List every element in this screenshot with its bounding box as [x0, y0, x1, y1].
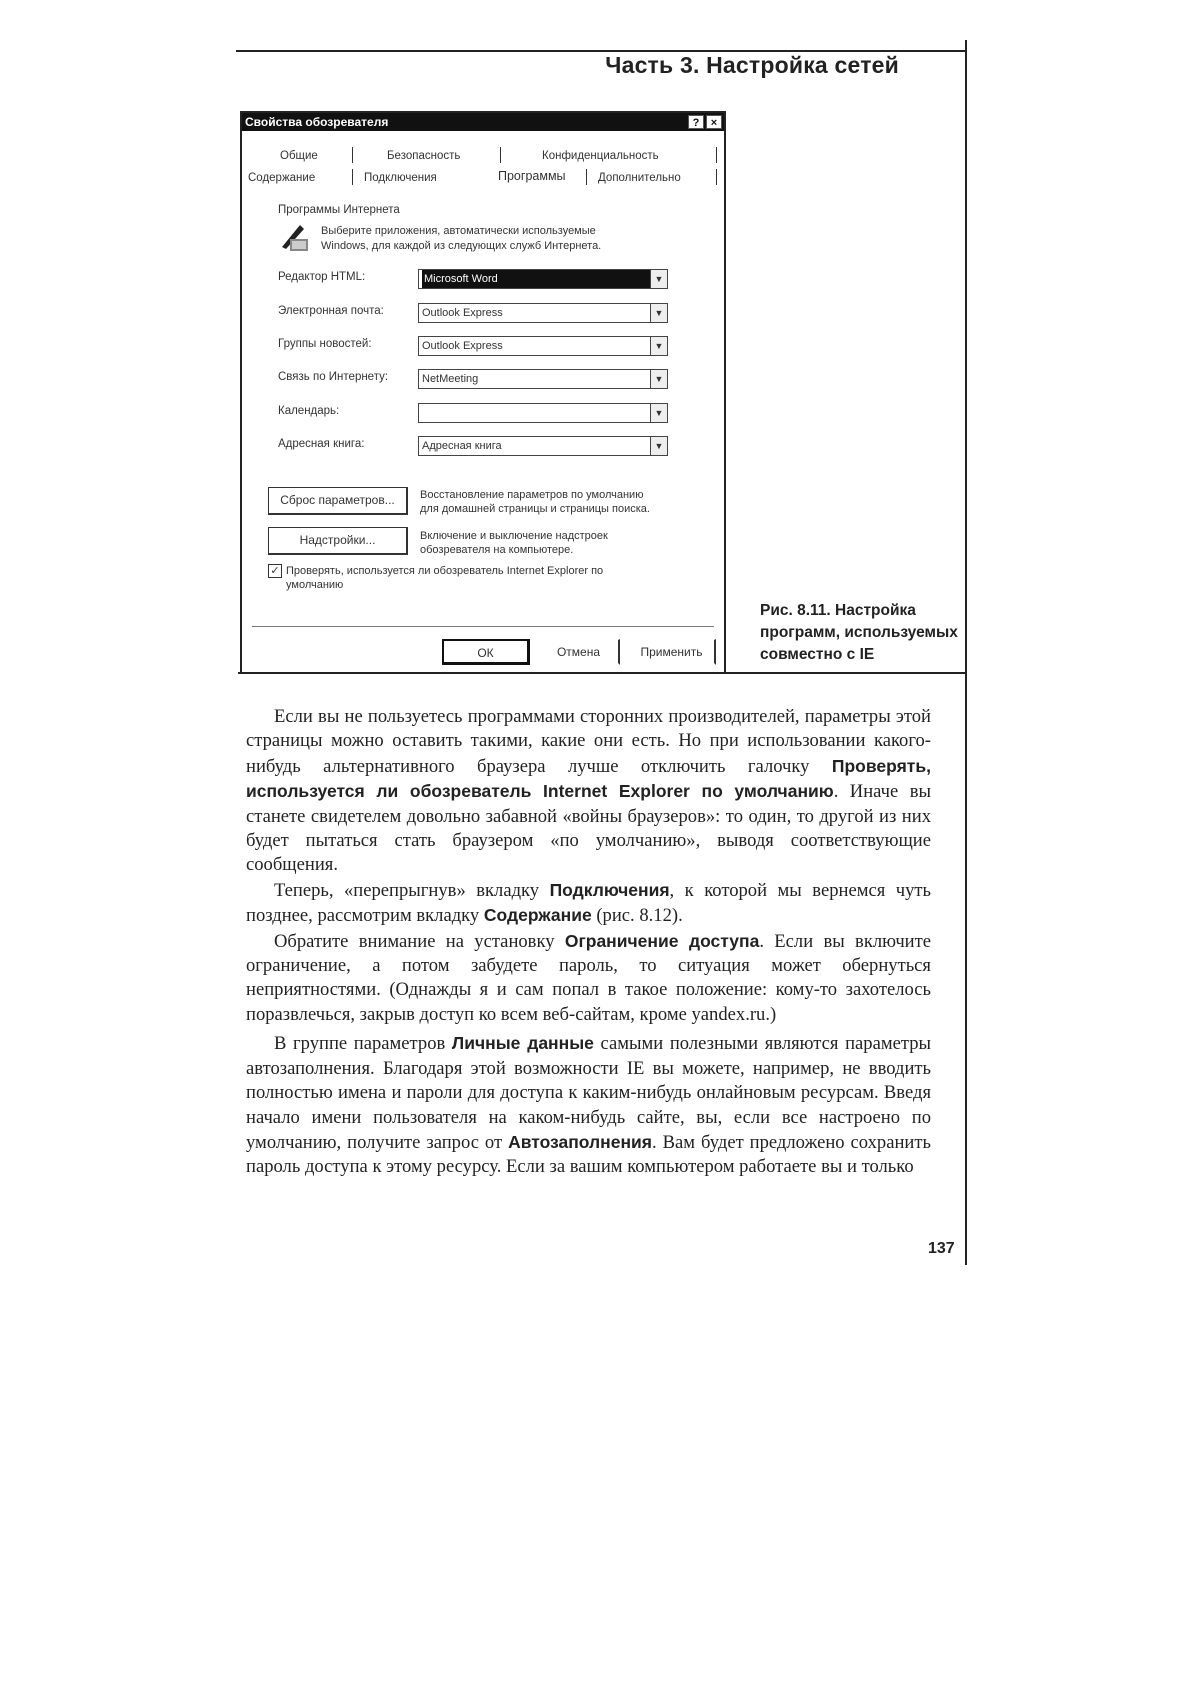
- default-browser-label-2: умолчанию: [286, 579, 344, 591]
- html-editor-select[interactable]: [418, 269, 668, 289]
- newsgroups-value: Outlook Express: [422, 340, 503, 352]
- tab-connections[interactable]: Подключения: [364, 172, 437, 184]
- caption-line-3: совместно с IE: [760, 646, 875, 663]
- internet-call-label: Связь по Интернету:: [278, 371, 389, 383]
- addons-desc-2: обозревателя на компьютере.: [420, 544, 574, 556]
- chevron-down-icon[interactable]: ▼: [650, 304, 667, 322]
- default-browser-label-1: Проверять, используется ли обозреватель Internet Explorer по: [286, 565, 604, 577]
- dialog-titlebar: [242, 113, 724, 131]
- tab-privacy[interactable]: Конфиденциальность: [542, 150, 659, 162]
- tab-content[interactable]: Содержание: [248, 172, 316, 184]
- chevron-down-icon[interactable]: ▼: [650, 270, 667, 288]
- divider: [252, 626, 714, 627]
- figure-bottom-rule: [238, 672, 966, 674]
- tab-security[interactable]: Безопасность: [387, 150, 461, 162]
- dialog-title: Свойства обозревателя: [245, 115, 389, 129]
- email-label: Электронная почта:: [278, 305, 384, 317]
- chevron-down-icon[interactable]: ▼: [650, 337, 667, 355]
- programs-icon: [278, 221, 312, 253]
- calendar-select[interactable]: [418, 403, 668, 423]
- tab-divider: [716, 147, 717, 163]
- close-button[interactable]: ×: [706, 115, 722, 129]
- internet-options-dialog: [240, 111, 726, 674]
- chevron-down-icon[interactable]: ▼: [650, 370, 667, 388]
- page-number: 137: [928, 1240, 955, 1257]
- newsgroups-select[interactable]: [418, 336, 668, 356]
- reset-desc-1: Восстановление параметров по умолчанию: [420, 489, 644, 501]
- page-header-title: Часть 3. Настройка сетей: [605, 52, 899, 78]
- intro-text-1: Выберите приложения, автоматически используемые: [321, 225, 596, 237]
- calendar-label: Календарь:: [278, 405, 340, 417]
- chevron-down-icon[interactable]: ▼: [650, 404, 667, 422]
- address-book-value: Адресная книга: [422, 440, 502, 452]
- internet-call-select[interactable]: [418, 369, 668, 389]
- addons-button[interactable]: Надстройки...: [268, 527, 408, 555]
- paragraph: Теперь, «перепрыгнув» вкладку Подключения, к которой мы вернемся чуть позднее, рассмотрим вкладку Содержание (рис. 8.12).: [246, 879, 932, 927]
- body-text: [246, 705, 931, 1180]
- address-book-select[interactable]: [418, 436, 668, 456]
- internet-call-value: NetMeeting: [422, 373, 479, 385]
- address-book-label: Адресная книга:: [278, 438, 365, 450]
- chevron-down-icon[interactable]: ▼: [650, 437, 667, 455]
- caption-line-2: программ, используемых: [760, 624, 958, 641]
- group-title: Программы Интернета: [278, 204, 400, 216]
- figure-caption: [760, 600, 970, 666]
- default-browser-checkbox[interactable]: ✓: [268, 564, 282, 578]
- reset-desc-2: для домашней страницы и страницы поиска.: [420, 503, 650, 515]
- email-select[interactable]: [418, 303, 668, 323]
- paragraph: Обратите внимание на установку Ограничение доступа. Если вы включите ограничение, а потом забудете пароль, то ситуация может обернуться неприятностями. (Однажды я и сам попал в такое положение: кому-то захотелось поразвлечься, закрыв доступ ко всем веб-сайтам, кроме yandex.ru.): [246, 930, 932, 1025]
- tab-divider: [500, 147, 501, 163]
- tab-general[interactable]: Общие: [280, 150, 318, 162]
- reset-settings-button[interactable]: Сброс параметров...: [268, 487, 408, 515]
- tab-divider: [716, 169, 717, 185]
- paragraph: В группе параметров Личные данные самыми полезными являются параметры автозаполнения. Благодаря этой возможности IE вы можете, например, не вводить полностью имена и пароли для доступа к каким-нибудь онлайновым ресурсам. Введя начало имени пользователя на каком-нибудь сайте, вы, если все настроено по умолчанию, получите запрос от Автозаполнения. Вам будет предложено сохранить пароль доступа к этому ресурсу. Если за вашим компьютером работаете вы и только: [246, 1033, 931, 1178]
- help-button[interactable]: ?: [688, 115, 704, 129]
- caption-line-1: Рис. 8.11. Настройка: [760, 602, 916, 619]
- tab-programs[interactable]: Программы: [498, 169, 566, 183]
- intro-text-2: Windows, для каждой из следующих служб Интернета.: [321, 240, 602, 252]
- tab-advanced[interactable]: Дополнительно: [598, 172, 681, 184]
- apply-button[interactable]: Применить: [628, 639, 716, 665]
- html-editor-label: Редактор HTML:: [278, 271, 366, 283]
- email-value: Outlook Express: [422, 307, 503, 319]
- html-editor-value: Microsoft Word: [422, 270, 652, 288]
- tab-divider: [586, 169, 587, 185]
- newsgroups-label: Группы новостей:: [278, 338, 372, 350]
- tab-divider: [352, 147, 353, 163]
- paragraph: Если вы не пользуетесь программами сторонних производителей, параметры этой страницы можно оставить такими, какие они есть. Но при использовании какого-нибудь альтернативного браузера лучше отключить галочку Проверять, используется ли обозреватель Internet Explorer по умолчанию. Иначе вы станете свидетелем довольно забавной «войны браузеров»: то один, то другой из них будет пытаться стать браузером «по умолчанию», выводя соответствующие сообщения.: [246, 706, 931, 876]
- cancel-button[interactable]: Отмена: [538, 639, 620, 665]
- tab-divider: [352, 169, 353, 185]
- ok-button[interactable]: ОК: [442, 639, 530, 665]
- addons-desc-1: Включение и выключение надстроек: [420, 530, 608, 542]
